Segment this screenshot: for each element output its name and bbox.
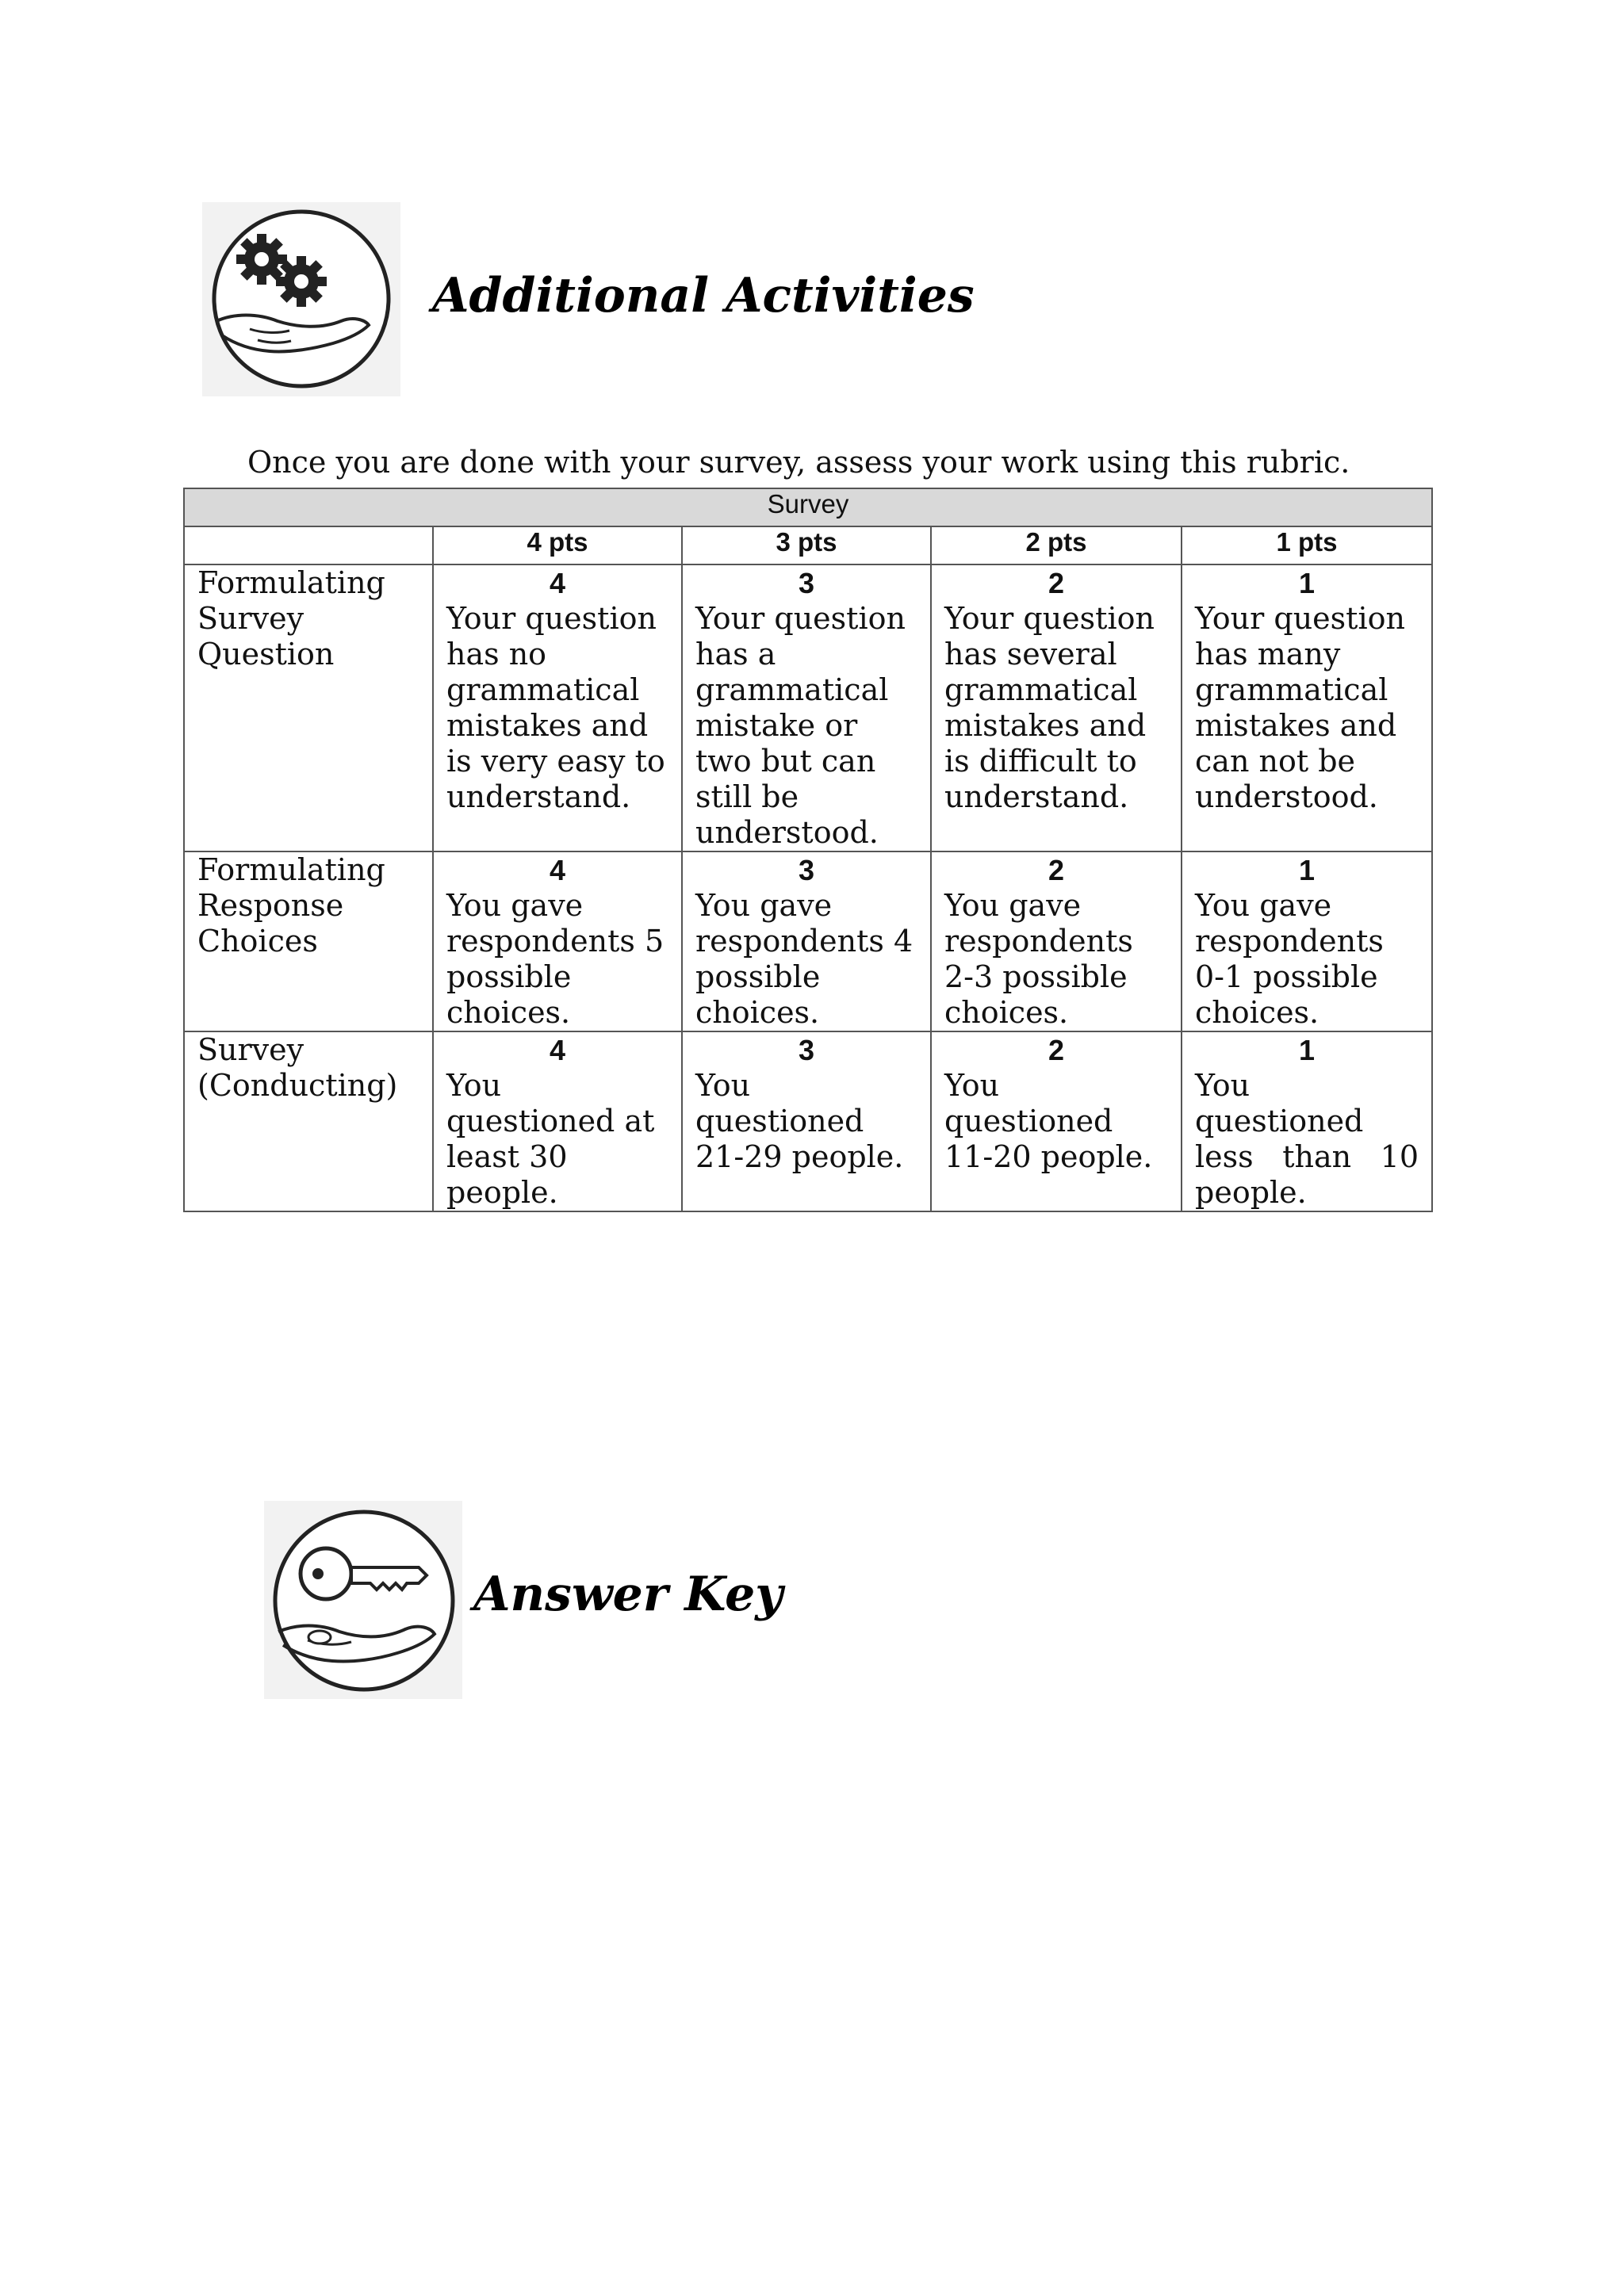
score-description: You questioned less than 10 people. — [1195, 1068, 1419, 1210]
score-description: You gave respondents 5 possible choices. — [446, 888, 665, 1030]
column-header-4-pts: 4 pts — [433, 526, 682, 564]
rubric-cell — [433, 564, 682, 851]
score-value: 4 — [549, 854, 566, 886]
criterion-cell: Survey (Conducting) — [184, 1031, 433, 1211]
rubric-cell — [931, 851, 1182, 1031]
key-in-hand-icon — [264, 1501, 462, 1699]
rubric-cell — [682, 1031, 931, 1211]
rubric-cell — [682, 851, 931, 1031]
score-value: 2 — [1048, 1034, 1065, 1066]
score-description: You gave respondents 2-3 possible choices. — [944, 888, 1133, 1030]
column-header-criterion — [184, 526, 433, 564]
score-value: 3 — [798, 854, 815, 886]
rubric-cell — [931, 564, 1182, 851]
rubric-cell — [1182, 851, 1432, 1031]
score-value: 1 — [1299, 567, 1316, 599]
score-value: 4 — [549, 567, 566, 599]
score-value: 3 — [798, 567, 815, 599]
column-header-3-pts: 3 pts — [682, 526, 931, 564]
rubric-instruction: Once you are done with your survey, assess your work using this rubric. — [247, 445, 1350, 480]
rubric-cell — [433, 1031, 682, 1211]
rubric-cell — [1182, 564, 1432, 851]
score-description: You questioned at least 30 people. — [446, 1068, 655, 1210]
score-description: You gave respondents 4 possible choices. — [695, 888, 914, 1030]
survey-rubric-table — [183, 488, 1433, 1212]
rubric-cell — [1182, 1031, 1432, 1211]
rubric-caption: Survey — [184, 488, 1432, 526]
column-header-2-pts: 2 pts — [931, 526, 1182, 564]
rubric-cell — [931, 1031, 1182, 1211]
score-description: Your question has many grammatical mistakes and can not be understood. — [1195, 601, 1405, 814]
table-row — [184, 1031, 1432, 1211]
score-description: Your question has several grammatical mistakes and is difficult to understand. — [944, 601, 1155, 814]
score-description: You gave respondents 0-1 possible choices. — [1195, 888, 1384, 1030]
criterion-cell: Formulating Response Choices — [184, 851, 433, 1031]
table-row — [184, 564, 1432, 851]
gears-in-hand-icon — [202, 202, 400, 396]
rubric-cell — [433, 851, 682, 1031]
answer-key-title: Answer Key — [473, 1567, 783, 1622]
score-value: 4 — [549, 1034, 566, 1066]
score-value: 3 — [798, 1034, 815, 1066]
score-value: 1 — [1299, 854, 1316, 886]
additional-activities-title: Additional Activities — [432, 268, 975, 323]
rubric-cell — [682, 564, 931, 851]
score-description: Your question has no grammatical mistakes and is very easy to understand. — [446, 601, 665, 814]
score-value: 2 — [1048, 854, 1065, 886]
column-header-1-pts: 1 pts — [1182, 526, 1432, 564]
score-value: 2 — [1048, 567, 1065, 599]
score-description: You questioned 21-29 people. — [695, 1068, 904, 1174]
criterion-cell: Formulating Survey Question — [184, 564, 433, 851]
score-description: Your question has a grammatical mistake or two but can still be understood. — [695, 601, 906, 850]
score-value: 1 — [1299, 1034, 1316, 1066]
score-description: You questioned 11-20 people. — [944, 1068, 1153, 1174]
table-row — [184, 851, 1432, 1031]
